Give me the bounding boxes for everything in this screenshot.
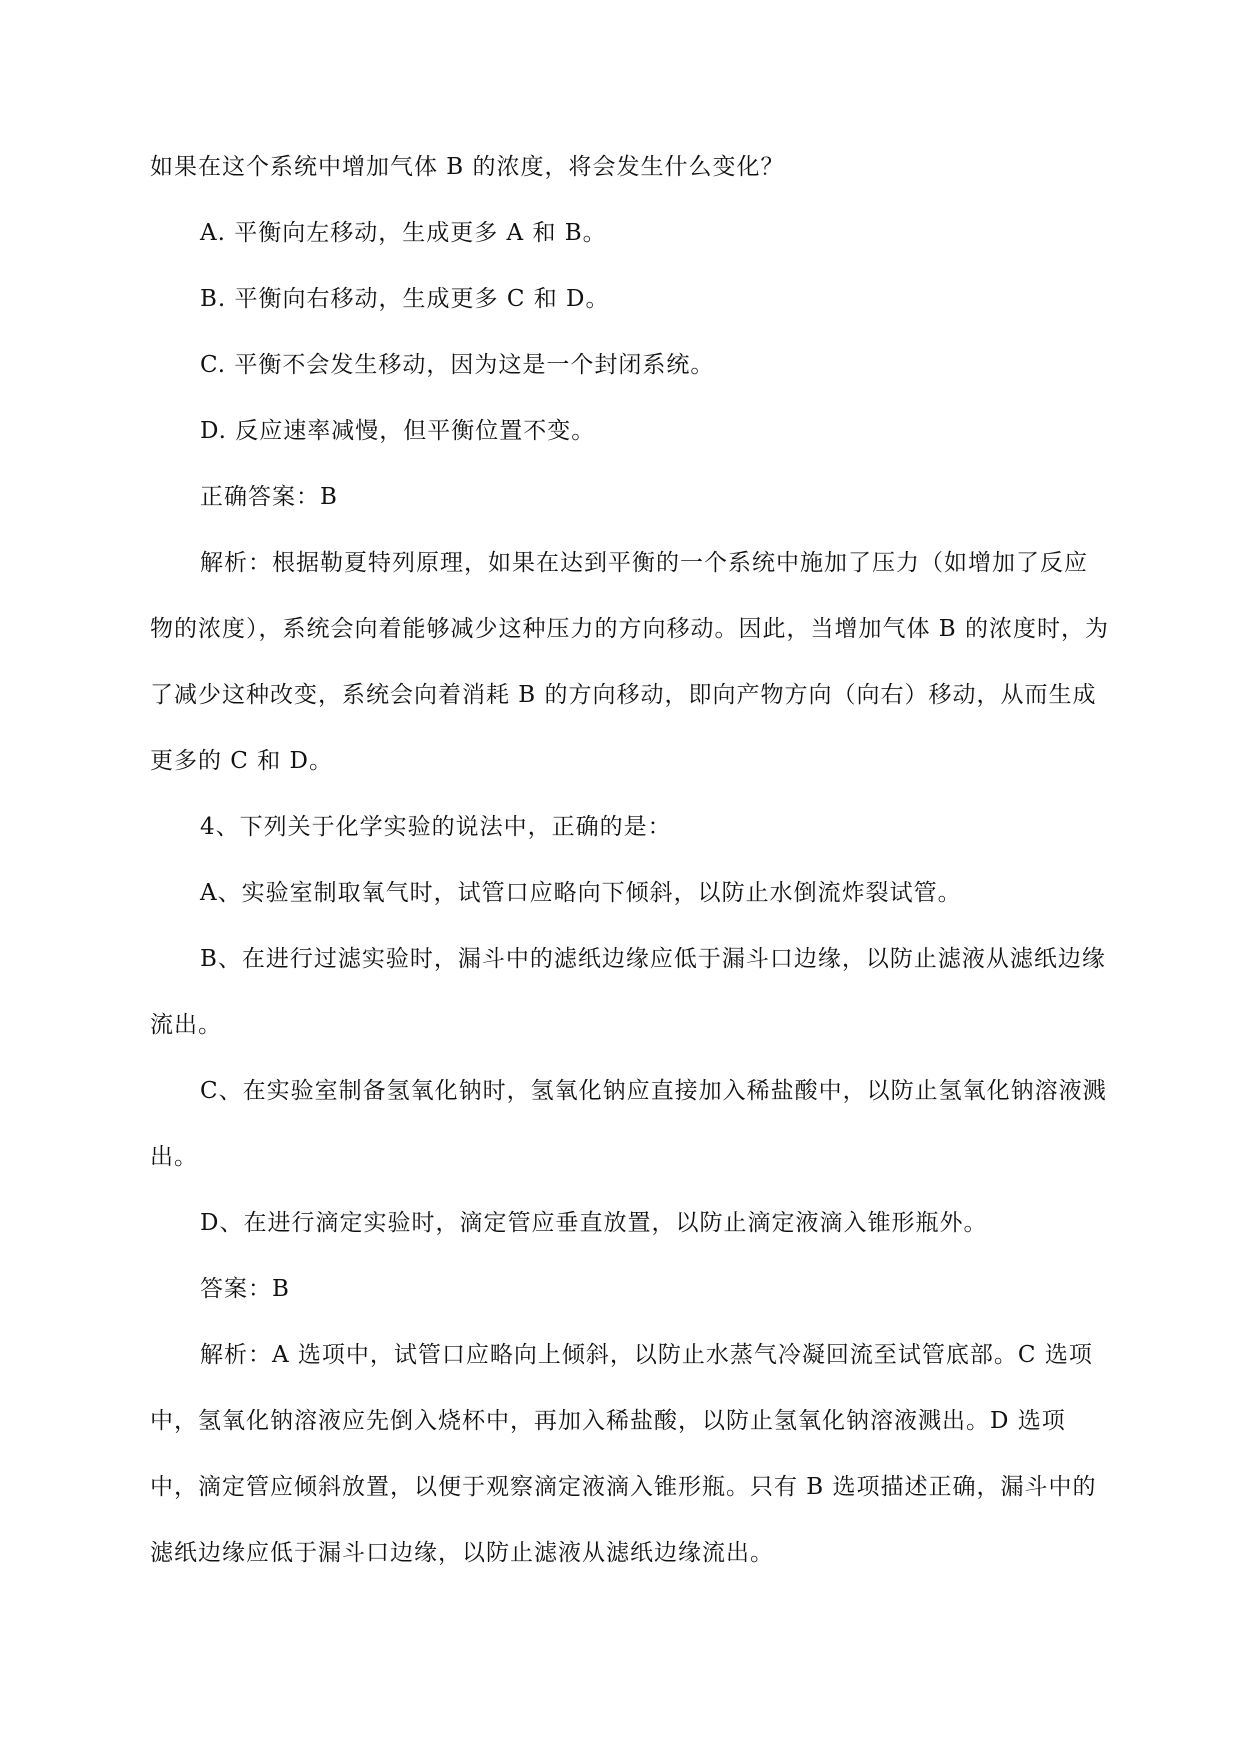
question-4-stem-text: 4、下列关于化学实验的说法中，正确的是：	[200, 814, 672, 840]
question-3-answer	[150, 464, 1110, 530]
question-3-option-c	[150, 332, 1110, 398]
question-3-analysis-text: 解析：根据勒夏特列原理，如果在达到平衡的一个系统中施加了压力（如增加了反应物的浓度），系统会向着能够减少这种压力的方向移动。因此，当增加气体 B 的浓度时，为了减少这种改变，系统会向着消耗 B 的方向移动，即向产物方向（向右）移动，从而生成更多的 C 和 D。	[150, 550, 1110, 774]
question-4-option-b	[150, 926, 1110, 1058]
question-4-answer-text: 答案：B	[200, 1276, 290, 1302]
question-3-answer-text: 正确答案：B	[200, 484, 338, 510]
question-4-option-c	[150, 1058, 1110, 1190]
question-4-analysis-text: 解析：A 选项中，试管口应略向上倾斜，以防止水蒸气冷凝回流至试管底部。C 选项中，氢氧化钠溶液应先倒入烧杯中，再加入稀盐酸，以防止氢氧化钠溶液溅出。D 选项中，滴定管应倾斜放置，以便于观察滴定液滴入锥形瓶。只有 B 选项描述正确，漏斗中的滤纸边缘应低于漏斗口边缘，以防止滤液从滤纸边缘流出。	[150, 1342, 1097, 1566]
question-3-stem	[150, 134, 1110, 200]
question-3-option-a	[150, 200, 1110, 266]
question-3-option-d	[150, 398, 1110, 464]
question-4-answer	[150, 1256, 1110, 1322]
question-4-option-b-text: B、在进行过滤实验时，漏斗中的滤纸边缘应低于漏斗口边缘，以防止滤液从滤纸边缘流出。	[150, 946, 1106, 1038]
question-4-option-d	[150, 1190, 1110, 1256]
question-3-stem-text: 如果在这个系统中增加气体 B 的浓度，将会发生什么变化？	[150, 154, 785, 180]
question-4-stem	[150, 794, 1110, 860]
question-4-option-a-text: A、实验室制取氧气时，试管口应略向下倾斜，以防止水倒流炸裂试管。	[200, 880, 962, 906]
question-3-option-b-text: B. 平衡向右移动，生成更多 C 和 D。	[200, 286, 610, 312]
question-4-option-c-text: C、在实验室制备氢氧化钠时，氢氧化钠应直接加入稀盐酸中，以防止氢氧化钠溶液溅出。	[150, 1078, 1107, 1170]
question-4-option-d-text: D、在进行滴定实验时，滴定管应垂直放置，以防止滴定液滴入锥形瓶外。	[200, 1210, 988, 1236]
question-3-option-d-text: D. 反应速率减慢，但平衡位置不变。	[200, 418, 596, 444]
question-3-analysis	[150, 530, 1110, 794]
question-3-option-b	[150, 266, 1110, 332]
question-4-option-a	[150, 860, 1110, 926]
question-3-option-a-text: A. 平衡向左移动，生成更多 A 和 B。	[200, 220, 607, 246]
question-4-analysis	[150, 1322, 1110, 1586]
question-3-option-c-text: C. 平衡不会发生移动，因为这是一个封闭系统。	[200, 352, 715, 378]
